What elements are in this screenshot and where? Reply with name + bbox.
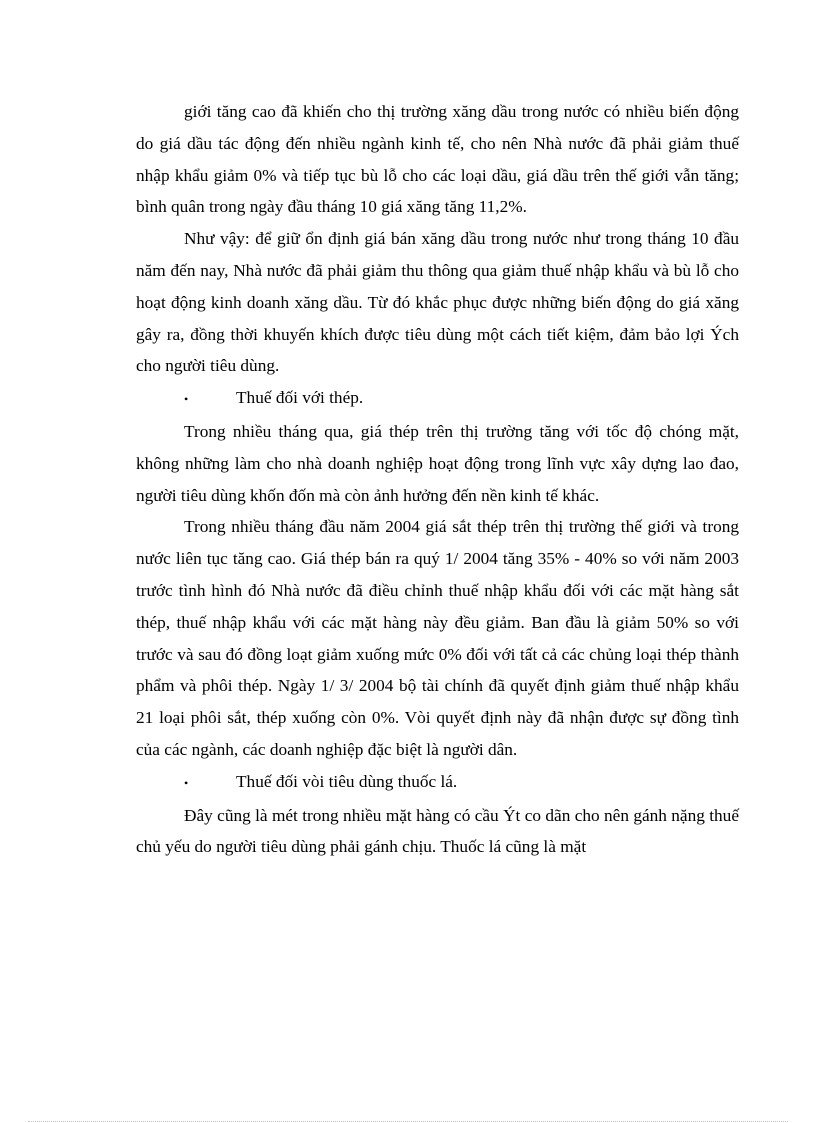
- paragraph-steel-price-rise: Trong nhiều tháng qua, giá thép trên thị trường tăng với tốc độ chóng mặt, không những làm cho nhà doanh nghiệp hoạt động trong lĩnh vực xây dựng lao đao, người tiêu dùng khốn đốn mà còn ảnh hưởng đến nền kinh tế khác.: [136, 421, 739, 505]
- bullet-steel-tax-label: Thuế đối với thép.: [236, 388, 364, 408]
- bullet-icon: •: [184, 775, 189, 790]
- page-bottom-divider: [28, 1121, 788, 1122]
- bullet-tobacco-tax-label: Thuế đối vòi tiêu dùng thuốc lá.: [236, 771, 458, 791]
- document-body: [136, 96, 739, 863]
- bullet-steel-tax: [136, 382, 739, 416]
- bullet-icon: •: [184, 392, 189, 407]
- paragraph-steel-tax-adjustment: Trong nhiều tháng đầu năm 2004 giá sắt thép trên thị trường thế giới và trong nước liên tục tăng cao. Giá thép bán ra quý 1/ 2004 tăng 35% - 40% so với năm 2003 trước tình hình đó Nhà nước đã điều chỉnh thuế nhập khẩu đối với các mặt hàng sắt thép, thuế nhập khẩu với các mặt hàng này đều giảm. Ban đầu là giảm 50% so với trước và sau đó đồng loạt giảm xuống mức 0% đối với tất cả các chủng loại thép thành phẩm và phôi thép. Ngày 1/ 3/ 2004 bộ tài chính đã quyết định giảm thuế nhập khẩu 21 loại phôi sắt, thép xuống còn 0%. Vòi quyết định này đã nhận được sự đồng tình của các ngành, các doanh nghiệp đặc biệt là người dân.: [136, 517, 739, 759]
- paragraph-tobacco-demand: Đây cũng là mét trong nhiều mặt hàng có cầu Ýt co dãn cho nên gánh nặng thuế chủ yếu do người tiêu dùng phải gánh chịu. Thuốc lá cũng là mặt: [136, 805, 739, 857]
- paragraph-oil-price-continued: giới tăng cao đã khiến cho thị trường xăng dầu trong nước có nhiều biến động do giá dầu tác động đến nhiều ngành kinh tế, cho nên Nhà nước đã phải giảm thuế nhập khẩu giảm 0% và tiếp tục bù lỗ cho các loại dầu, giá dầu trên thế giới vẫn tăng; bình quân trong ngày đầu tháng 10 giá xăng tăng 11,2%.: [136, 102, 739, 217]
- paragraph-oil-price-summary: Như vậy: để giữ ổn định giá bán xăng dầu trong nước như trong tháng 10 đầu năm đến nay, Nhà nước đã phải giảm thu thông qua giảm thuế nhập khẩu và bù lỗ cho hoạt động kinh doanh xăng dầu. Từ đó khắc phục được những biến động do giá xăng gây ra, đồng thời khuyến khích được tiêu dùng một cách tiết kiệm, đảm bảo lợi Ých cho người tiêu dùng.: [136, 229, 739, 376]
- bullet-tobacco-tax: [136, 766, 739, 800]
